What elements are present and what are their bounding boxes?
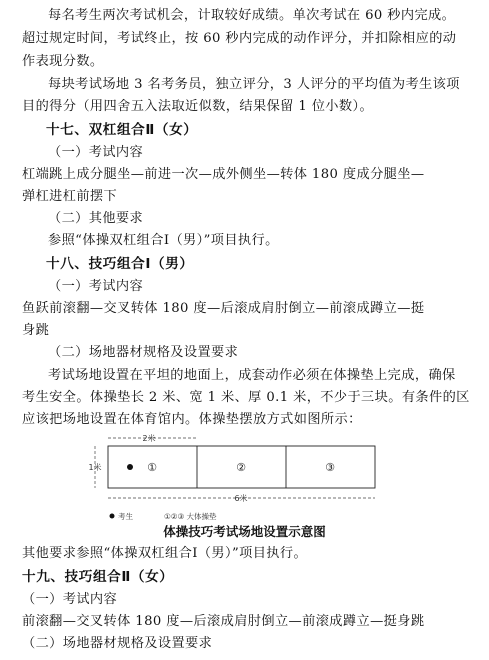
section-heading-17: 十七、双杠组合Ⅱ（女）	[46, 122, 198, 138]
section-heading-18: 十八、技巧组合Ⅰ（男）	[46, 256, 194, 272]
subheading: （二）其他要求	[48, 211, 144, 226]
dim-label-6m: 6米	[234, 494, 248, 503]
paragraph-line: 杠端跳上成分腿坐—前进一次—成外侧坐—转体 180 度成分腿坐—	[22, 167, 425, 182]
mat-label-3: ③	[325, 461, 335, 474]
examinee-marker	[127, 464, 133, 470]
paragraph-line: 应该把场地设置在体育馆内。体操垫摆放方式如图所示：	[22, 412, 362, 427]
subheading: （一）考试内容	[48, 279, 144, 294]
dim-label-2m: 2米	[142, 434, 156, 443]
legend-mats: ①②③ 大体操垫	[164, 512, 217, 521]
paragraph-line: 考生安全。体操垫长 2 米、宽 1 米、厚 0.1 米，不少于三块。有条件的区	[22, 390, 470, 405]
mat-label-1: ①	[147, 461, 157, 474]
paragraph-line: 超过规定时间，考试终止，按 60 秒内完成的动作评分，并扣除相应的动	[22, 31, 457, 46]
paragraph-line: 鱼跃前滚翻—交叉转体 180 度—后滚成肩肘倒立—前滚成蹲立—挺	[22, 301, 425, 316]
paragraph-line: 每名考生两次考试机会，计取较好成绩。单次考试在 60 秒内完成。	[48, 8, 456, 23]
paragraph-line: 弹杠进杠前摆下	[22, 189, 118, 204]
legend-examinee-dot	[110, 514, 115, 519]
subheading: （二）场地器材规格及设置要求	[22, 636, 213, 651]
paragraph-line: 每块考试场地 3 名考务员，独立评分，3 人评分的平均值为考生该项	[48, 77, 460, 92]
paragraph-line: 考试场地设置在平坦的地面上，成套动作必须在体操垫上完成，确保	[48, 368, 456, 383]
subheading: （二）场地器材规格及设置要求	[48, 345, 239, 360]
paragraph-line: 目的得分（用四舍五入法取近似数，结果保留 1 位小数）。	[22, 99, 374, 114]
paragraph-line: 参照“体操双杠组合Ⅰ（男）”项目执行。	[48, 233, 279, 248]
paragraph-line: 作表现分数。	[22, 54, 104, 69]
subheading: （一）考试内容	[22, 592, 118, 607]
paragraph-line: 前滚翻—交叉转体 180 度—后滚成肩肘倒立—前滚成蹲立—挺身跳	[22, 614, 425, 629]
dim-label-1m: 1米	[88, 463, 102, 472]
subheading: （一）考试内容	[48, 145, 144, 160]
paragraph-line: 身跳	[22, 323, 50, 338]
diagram-caption: 体操技巧考试场地设置示意图	[163, 524, 326, 539]
section-heading-19: 十九、技巧组合Ⅱ（女）	[22, 569, 174, 585]
legend-examinee: 考生	[118, 512, 133, 521]
paragraph-line: 其他要求参照“体操双杠组合Ⅰ（男）”项目执行。	[22, 546, 308, 561]
mat-label-2: ②	[236, 461, 246, 474]
